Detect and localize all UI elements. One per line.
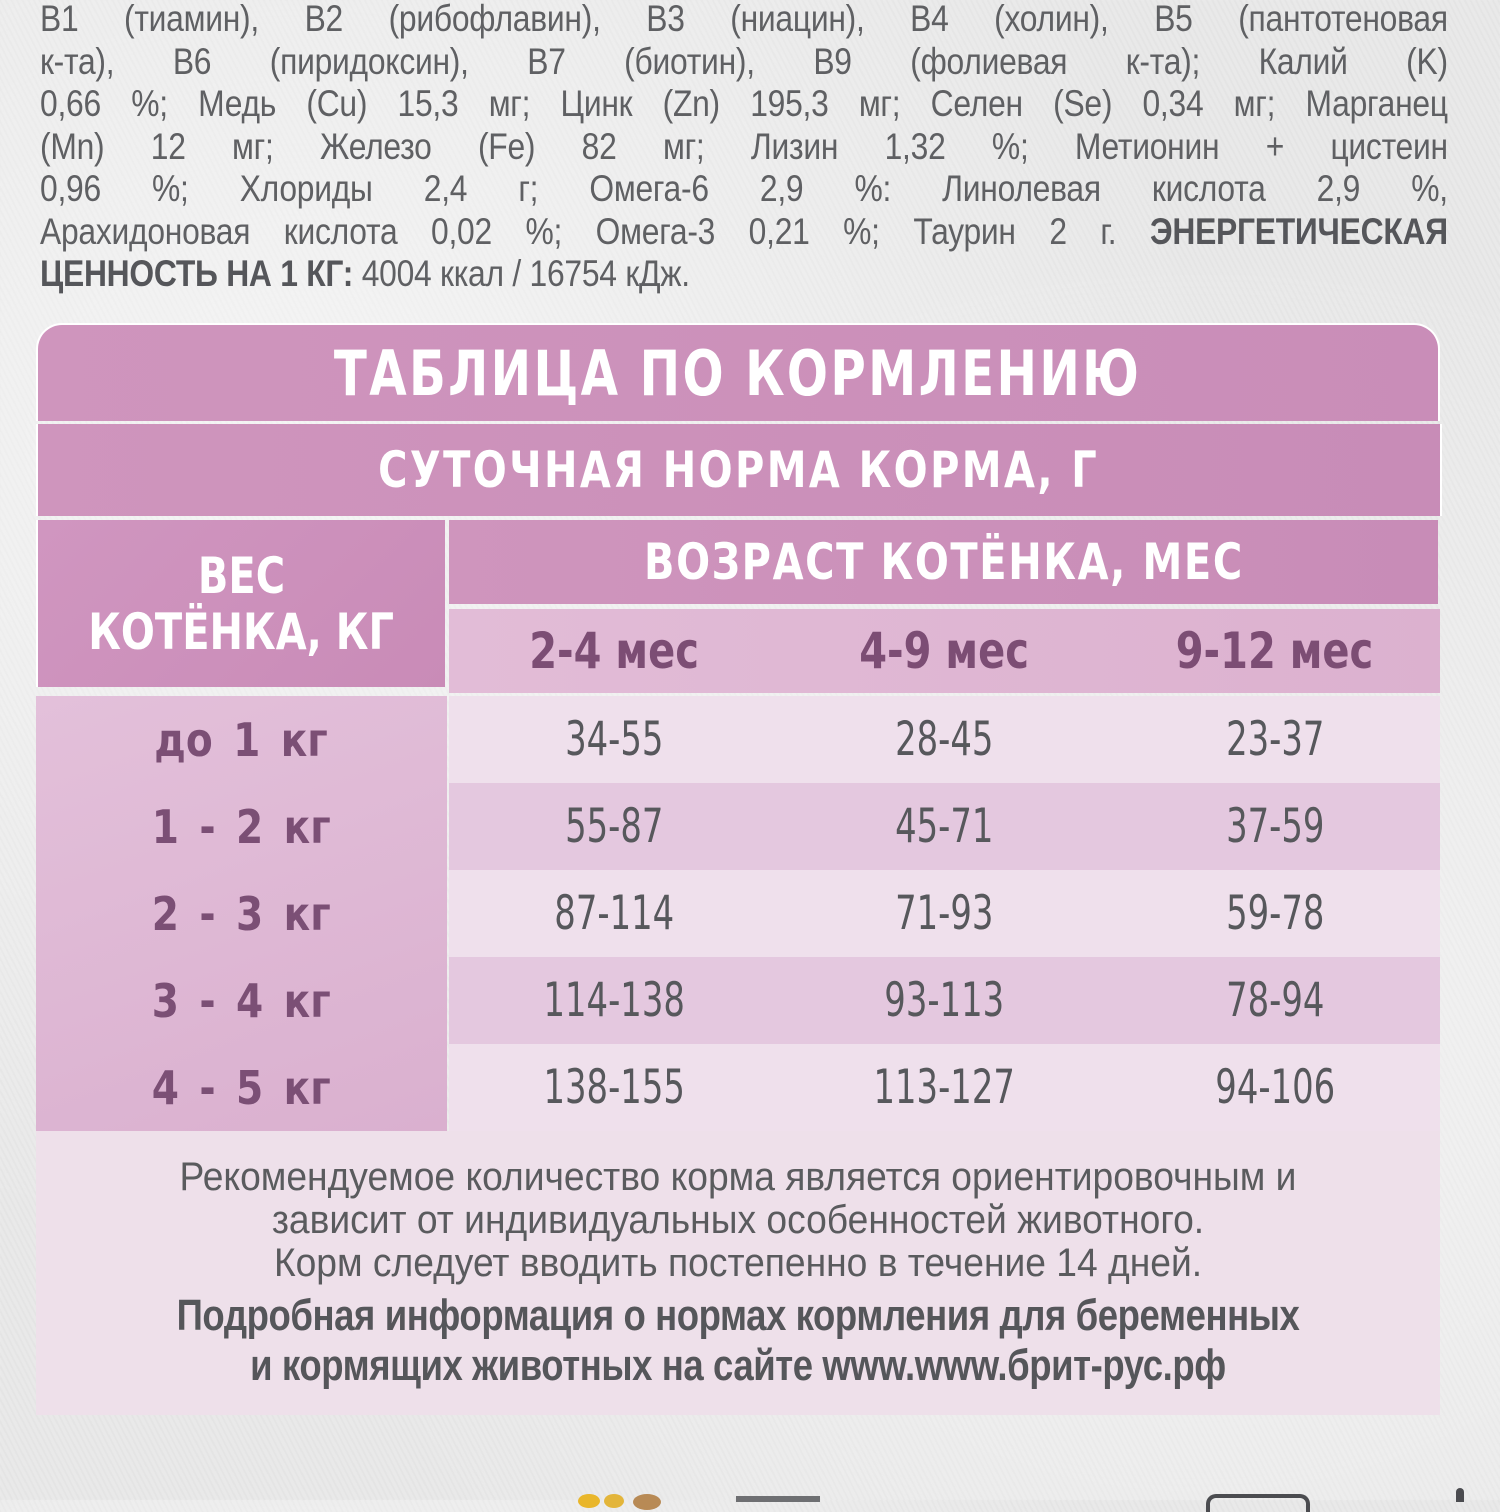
value-text: 59-78 (1225, 886, 1324, 941)
value-cell (449, 1044, 779, 1131)
weight-cell (36, 783, 447, 870)
value-text: 113-127 (873, 1060, 1016, 1115)
age-group-header (449, 520, 1438, 604)
weight-label: 4 - 5 кг (152, 1060, 331, 1115)
table-row (36, 870, 1440, 957)
table-title-bar (36, 323, 1440, 421)
value-text: 55-87 (564, 799, 664, 854)
weight-label: 1 - 2 кг (152, 799, 331, 854)
value-text: 45-71 (895, 799, 994, 854)
weight-header-line-2: КОТЁНКА, КГ (88, 602, 395, 661)
age-column-label: 4-9 мес (859, 622, 1030, 680)
value-cell (1110, 696, 1440, 783)
food-pellet-icon (633, 1494, 661, 1510)
composition-text (40, 0, 1448, 296)
note-line-1: Рекомендуемое количество корма является ориентировочным и (179, 1155, 1297, 1199)
value-text: 34-55 (564, 712, 664, 767)
cropped-bar-icon (736, 1496, 820, 1502)
value-cell (779, 783, 1109, 870)
note-bold-line-1: Подробная информация о нормах кормления для беременных (176, 1291, 1300, 1340)
value-cell (1110, 1044, 1440, 1131)
weight-cell (36, 1044, 447, 1131)
composition-line-4: (Mn) 12 мг; Железо (Fe) 82 мг; Лизин 1,32 %; Метионин + цистеин (40, 125, 1448, 167)
energy-value-label-start: ЭНЕРГЕТИЧЕСКАЯ (1149, 210, 1448, 252)
note-line-3: Корм следует вводить постепенно в течение 14 дней. (273, 1241, 1203, 1285)
age-header-label: ВОЗРАСТ КОТЁНКА, МЕС (643, 533, 1244, 591)
age-column-header (779, 609, 1109, 693)
feeding-table (36, 323, 1440, 1415)
table-row (36, 957, 1440, 1044)
value-cell (449, 696, 779, 783)
value-text: 28-45 (895, 712, 994, 767)
value-text: 138-155 (543, 1060, 685, 1115)
weight-cell (36, 957, 447, 1044)
food-pellet-icon (578, 1494, 600, 1508)
weight-cell (36, 870, 447, 957)
value-cell (449, 957, 779, 1044)
value-text: 78-94 (1225, 973, 1324, 1028)
weight-header-line-1: ВЕС (197, 546, 286, 605)
value-text: 94-106 (1214, 1060, 1335, 1115)
table-row (36, 783, 1440, 870)
value-cell (1110, 870, 1440, 957)
weight-column-header (36, 520, 445, 687)
value-cell (779, 1044, 1109, 1131)
age-column-header (449, 609, 779, 693)
value-cell (449, 783, 779, 870)
age-column-label: 9-12 мес (1176, 622, 1374, 680)
cropped-package-icon (1206, 1494, 1310, 1512)
table-row (36, 696, 1440, 783)
weight-label: 2 - 3 кг (152, 886, 331, 941)
value-cell (779, 870, 1109, 957)
age-columns-header (449, 609, 1440, 693)
weight-cell (36, 696, 447, 783)
table-title: ТАБЛИЦА ПО КОРМЛЕНИЮ (334, 336, 1142, 410)
age-column-label: 2-4 мес (529, 622, 700, 680)
weight-label: 3 - 4 кг (152, 973, 331, 1028)
value-cell (779, 957, 1109, 1044)
note-bold-line-2: и кормящих животных на сайте www.www.брит-рус.рф (250, 1341, 1226, 1390)
value-text: 23-37 (1225, 712, 1324, 767)
value-text: 93-113 (884, 973, 1005, 1028)
age-column-header (1110, 609, 1440, 693)
energy-value-label-end: ЦЕННОСТЬ НА 1 КГ: (40, 253, 354, 294)
value-text: 87-114 (554, 886, 675, 941)
table-body (36, 696, 1440, 1131)
composition-line-1: B1 (тиамин), B2 (рибофлавин), B3 (ниацин), B4 (холин), B5 (пантотеновая (40, 0, 1448, 39)
composition-line-6 (40, 211, 1448, 254)
value-text: 71-93 (895, 886, 994, 941)
composition-line-3: 0,66 %; Медь (Cu) 15,3 мг; Цинк (Zn) 195,3 мг; Селен (Se) 0,34 мг; Марганец (40, 83, 1448, 124)
table-subtitle-bar (36, 424, 1442, 516)
feeding-notes (36, 1131, 1440, 1415)
energy-value: 4004 ккал / 16754 кДж. (361, 253, 690, 294)
weight-label: до 1 кг (154, 712, 329, 767)
food-pellet-icon (604, 1494, 624, 1508)
table-subtitle: СУТОЧНАЯ НОРМА КОРМА, Г (378, 441, 1100, 499)
composition-line-2: к-та), B6 (пиридоксин), B7 (биотин), B9 (фолиевая к-та); Калий (K) (40, 40, 1448, 82)
composition-line-5: 0,96 %; Хлориды 2,4 г; Омега-6 2,9 %: Линолевая кислота 2,9 %, (40, 168, 1448, 209)
value-cell (1110, 783, 1440, 870)
composition-line-7 (40, 253, 1448, 296)
note-line-2: зависит от индивидуальных особенностей животного. (271, 1198, 1205, 1242)
table-row (36, 1044, 1440, 1131)
value-text: 37-59 (1225, 799, 1324, 854)
value-cell (449, 870, 779, 957)
value-cell (779, 696, 1109, 783)
value-text: 114-138 (543, 973, 685, 1028)
composition-line-6-text: Арахидоновая кислота 0,02 %; Омега-3 0,21 %; Таурин 2 г. (40, 210, 1117, 252)
value-cell (1110, 957, 1440, 1044)
